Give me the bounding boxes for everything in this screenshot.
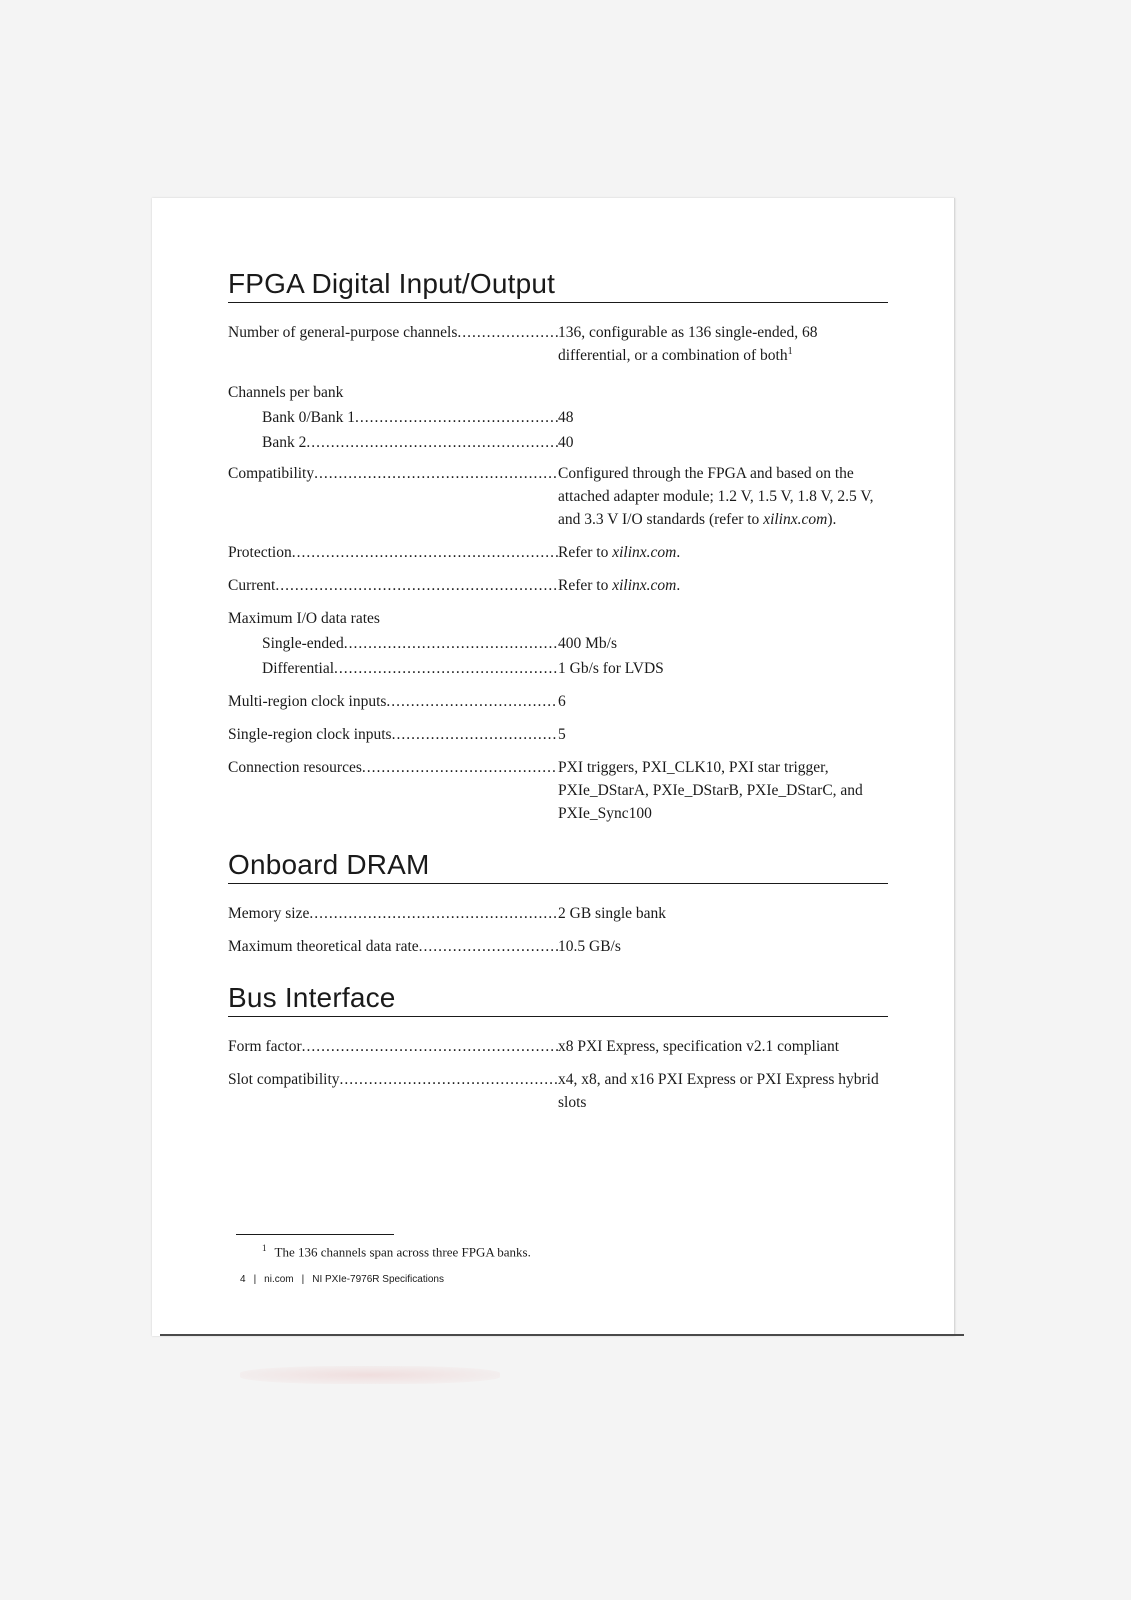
paper-stain [240,1366,500,1384]
footer-site-link[interactable]: ni.com [264,1274,294,1285]
page-footer [240,1274,444,1285]
spec-value: 48 [558,409,574,426]
spec-row-slot-compat [228,1068,888,1114]
spec-label: Current [228,577,276,594]
spec-row-form-factor [228,1035,888,1058]
spec-label: Memory size [228,905,310,922]
spec-row-single-region [228,723,888,746]
spec-label: Single-ended [262,635,344,652]
page-number: 4 [240,1274,246,1285]
group-heading-channels-per-bank: Channels per bank [228,384,344,401]
xilinx-link[interactable]: xilinx.com [612,577,677,594]
xilinx-link[interactable]: xilinx.com [763,511,828,528]
footnote-number: 1 [262,1243,267,1253]
spec-label: Protection [228,544,292,561]
section-dram [228,849,888,958]
spec-value: 5 [558,726,566,743]
footnote-area [236,1234,876,1260]
section-title-bus: Bus Interface [228,982,888,1017]
spec-label: Connection resources [228,759,362,776]
spec-row-bank01 [228,406,888,429]
spec-row-max-rate [228,935,888,958]
spec-value-suffix: . [676,577,681,594]
spec-value: 6 [558,693,566,710]
spec-row-single-ended [228,632,888,655]
spec-label: Bank 2 [262,434,307,451]
spec-value: x4, x8, and x16 PXI Express or PXI Express hybrid slots [558,1071,879,1111]
spec-label: Multi-region clock inputs [228,693,387,710]
spec-value: Refer to [558,544,613,561]
spec-row-gp-channels [228,321,888,367]
group-heading-io-rates: Maximum I/O data rates [228,610,380,627]
spec-value: Refer to [558,577,613,594]
footnote-rule [236,1234,394,1235]
spec-label: Slot compatibility [228,1071,340,1088]
spec-label: Bank 0/Bank 1 [262,409,355,426]
spec-row-current [228,574,888,597]
spec-label: Number of general-purpose channels [228,324,458,341]
spec-value-suffix: . [676,544,681,561]
spec-row-compatibility [228,462,888,531]
spec-value-suffix: ). [827,511,837,528]
spec-value: 1 Gb/s for LVDS [558,660,664,677]
spec-label: Maximum theoretical data rate [228,938,419,955]
spec-value: 400 Mb/s [558,635,617,652]
xilinx-link[interactable]: xilinx.com [612,544,677,561]
paper-edge-shadow [160,1334,964,1336]
spec-content [228,268,888,1138]
footer-doc-title: NI PXIe-7976R Specifications [312,1274,444,1285]
spec-row-memory-size [228,902,888,925]
spec-value: 2 GB single bank [558,905,667,922]
spec-row-protection [228,541,888,564]
footer-separator: | [301,1274,305,1285]
footnote [236,1243,876,1260]
spec-value: PXI triggers, PXI_CLK10, PXI star trigger, PXIe_DStarA, PXIe_DStarB, PXIe_DStarC, and PXIe_Sync100 [558,759,863,822]
spec-label: Differential [262,660,335,677]
spec-value: 40 [558,434,574,451]
spec-value: Configured through the FPGA and based on the attached adapter module; 1.2 V, 1.5 V, 1.8 V, 2.5 V, and 3.3 V I/O standards (refer to [558,465,874,528]
spec-row-multi-region [228,690,888,713]
section-bus [228,982,888,1114]
spec-label: Compatibility [228,465,315,482]
spec-row-bank2 [228,431,888,454]
spec-label: Form factor [228,1038,302,1055]
footer-separator: | [253,1274,257,1285]
spec-value: x8 PXI Express, specification v2.1 compliant [558,1038,840,1055]
section-title-dram: Onboard DRAM [228,849,888,884]
spec-value: 10.5 GB/s [558,938,621,955]
spec-row-connection [228,756,888,825]
footnote-ref: 1 [787,345,793,357]
footnote-text: The 136 channels span across three FPGA banks. [274,1244,531,1260]
section-title-fpga: FPGA Digital Input/Output [228,268,888,303]
spec-label: Single-region clock inputs [228,726,392,743]
section-fpga [228,268,888,825]
spec-value: 136, configurable as 136 single-ended, 68 differential, or a combination of both [558,324,818,364]
spec-row-differential [228,657,888,680]
